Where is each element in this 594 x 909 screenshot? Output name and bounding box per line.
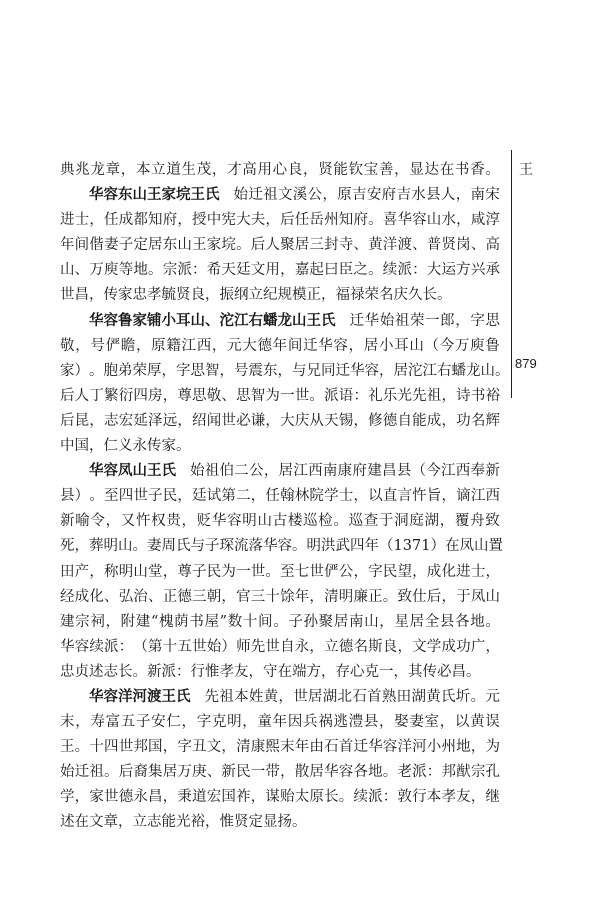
entry-line: 中国，仁义永传家。	[60, 438, 191, 455]
article-body	[60, 158, 510, 836]
entry-line: 述在文章，立志能光裕，惟贤定显扬。	[60, 814, 307, 831]
entry-first-line	[60, 459, 500, 484]
entry-line: 世昌，传家忠孝毓贤良，振纲立纪规模正，福禄荣名庆久长。	[60, 287, 452, 304]
entry-line: 王 。 十 四 世 邦 国 ， 字 丑 文 ， 清 康 熙 末 年 由 石 首 迁 华 容 洋 河 小 州 地 ， 为	[60, 739, 500, 756]
entry-first-line	[60, 183, 500, 208]
margin-rule	[511, 150, 512, 398]
entry-line: 田 产 ， 称 明 山 堂 ， 尊 子 民 为 一 世 。 至 七 世 俨 公 ， 字 民 望 ， 成 化 进 士 ，	[60, 563, 500, 580]
entry-heading: 华容凤山王氏	[89, 463, 176, 480]
entry-line: 末 ， 寿 富 五 子 安 仁 ， 字 克 明 ， 童 年 因 兵 祸 逃 澧 县 ， 娶 妻 室 ， 以 黄 误	[60, 714, 500, 731]
entry-line: 年 间 偕 妻 子 定 居 东 山 王 家 垸 。 后 人 聚 居 三 封 寺 、 黄 洋 渡 、 普 贤 岗 、 高	[60, 237, 500, 254]
entry-text: 先 祖 本 姓 黄 ， 世 居 湖 北 石 首 熟 田 湖 黄 氏 圻 。 元	[204, 688, 500, 705]
entry-line: 县 ） 。 至 四 世 子 民 ， 廷 试 第 二 ， 任 翰 林 院 学 士 ， 以 直 言 忤 旨 ， 谪 江 西	[60, 488, 500, 505]
entry-heading: 华容东山王家垸王氏	[89, 187, 220, 204]
entry-first-line	[60, 309, 500, 334]
page-number: 879	[515, 356, 537, 371]
entry-line: 新 喻 令 ， 又 忤 权 贵 ， 贬 华 容 明 山 古 楼 巡 检 。 巡 查 于 洞 庭 湖 ， 覆 舟 致	[60, 513, 500, 530]
entry-line: 后 人 丁 繁 衍 四 房 ， 尊 思 敬 、 思 智 为 一 世 。 派 语 ： 礼 乐 光 先 祖 ， 诗 书 裕	[60, 387, 500, 404]
entry-text: 始 迁 祖 文 溪 公 ， 原 吉 安 府 吉 水 县 人 ， 南 宋	[233, 187, 500, 204]
entry-heading: 华容洋河渡王氏	[89, 688, 191, 705]
entry-line: 死 ， 葬 明 山 。 妻 周 氏 与 子 琛 流 落 华 容 。 明 洪 武 四 年 （ 1 3 7 1 ） 在 凤 山 置	[60, 538, 503, 555]
entry-line: 家 ） 。 胞 弟 荣 厚 ， 字 思 智 ， 号 震 东 ， 与 兄 同 迁 华 容 ， 居 沱 江 右 蟠 龙 山 。	[60, 362, 510, 379]
entry-line: 忠贞述志长。新派：行惟孝友，守在端方，存心克一，其传必昌。	[60, 663, 481, 680]
entry-line: 后 昆 ， 志 宏 延 泽 远 ， 绍 闻 世 必 谦 ， 大 庆 从 天 锡 ， 修 德 自 能 成 ， 功 名 辉	[60, 412, 500, 429]
surname-index-char: 王	[519, 162, 533, 178]
entry-first-line	[60, 685, 500, 710]
entry-line: 进 士 ， 任 成 都 知 府 ， 授 中 宪 大 夫 ， 后 任 岳 州 知 府 。 喜 华 容 山 水 ， 咸 淳	[60, 212, 500, 229]
entry-line: 敬 ， 号 俨 瞻 ， 原 籍 江 西 ， 元 大 德 年 间 迁 华 容 ， 居 小 耳 山 （ 今 万 庾 鲁	[60, 337, 500, 354]
entry-line: 学 ， 家 世 德 永 昌 ， 秉 道 宏 国 祚 ， 谋 贻 太 原 长 。 续 派 ： 敦 行 本 孝 友 ， 继	[60, 789, 500, 806]
entry-line: 建 宗 祠 ， 附 建 “ 槐 荫 书 屋 ” 数 十 间 。 子 孙 聚 居 南 山 ， 星 居 全 县 各 地 。	[60, 613, 500, 630]
entry-line: 山 、 万 庾 等 地 。 宗 派 ： 希 天 廷 文 用 ， 嘉 起 曰 臣 之 。 续 派 ： 大 运 方 兴 承	[60, 262, 500, 279]
intro-line: 典 兆 龙 章 ， 本 立 道 生 茂 ， 才 高 用 心 良 ， 贤 能 钦 宝 善 ， 显 达 在 书 香 。	[60, 162, 500, 178]
entry-line: 经 成 化 、 弘 治 、 正 德 三 朝 ， 官 三 十 馀 年 ， 清 明 廉 正 。 致 仕 后 ， 于 凤 山	[60, 588, 500, 605]
entry-heading: 华容鲁家铺小耳山、沱江右蟠龙山王氏	[89, 312, 336, 329]
entry-line: 始 迁 祖 。 后 裔 集 居 万 庚 、 新 民 一 带 ， 散 居 华 容 各 地 。 老 派 ： 邦 猷 宗 孔	[60, 764, 500, 781]
entry-text: 迁 华 始 祖 荣 一 郎 ， 字 思	[349, 312, 500, 329]
entry-line: 华 容 续 派 ： （ 第 十 五 世 始 ） 师 先 世 自 永 ， 立 德 名 斯 良 ， 文 学 成 功 广 ，	[60, 638, 500, 655]
entry-text: 始 祖 伯 二 公 ， 居 江 西 南 康 府 建 昌 县 （ 今 江 西 奉 新	[190, 463, 500, 480]
